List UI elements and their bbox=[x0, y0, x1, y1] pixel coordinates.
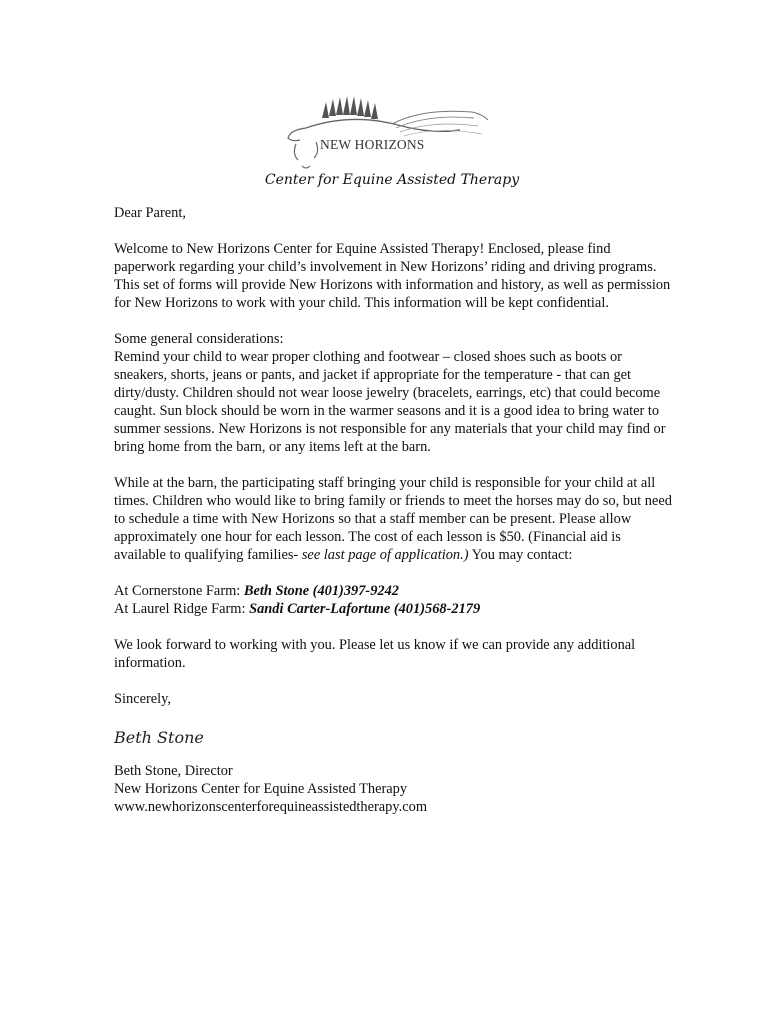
intro-paragraph: Welcome to New Horizons Center for Equine Assisted Therapy! Enclosed, please find paperwork regarding your child’s involvement in New Horizons’ riding and driving programs. This set of forms will provide New Horizons with information and history, as well as permission for New Horizons to work with your child. This information will be kept confidential. bbox=[114, 241, 671, 311]
horse-logo-icon bbox=[282, 90, 492, 170]
considerations-paragraph: Remind your child to wear proper clothing and footwear – closed shoes such as boots or sneakers, shorts, jeans or pants, and jacket if appropriate for the temperature - that can get dirty/dusty. Children should not wear loose jewelry (bracelets, earrings, etc) that could become caught. Sun block should be worn in the warmer seasons and it is a good idea to bring water to summer sessions. New Horizons is not responsible for any materials that your child may find or bring home from the barn, or any items left at the barn. bbox=[114, 349, 666, 455]
closing-paragraph: We look forward to working with you. Please let us know if we can provide any additional information. bbox=[114, 637, 636, 671]
considerations-heading: Some general considerations: bbox=[114, 331, 284, 347]
barn-paragraph bbox=[114, 474, 674, 564]
letterhead bbox=[0, 90, 770, 200]
barn-paragraph-italic: see last page of application.) bbox=[301, 547, 469, 563]
letter-body bbox=[114, 204, 674, 816]
letterhead-tagline: Center for Equine Assisted Therapy bbox=[264, 172, 520, 188]
organization-name: New Horizons Center for Equine Assisted Therapy bbox=[114, 781, 408, 797]
website-link[interactable]: www.newhorizonscenterforequineassistedtherapy.com bbox=[114, 799, 428, 815]
contact-line-cornerstone bbox=[114, 582, 674, 600]
contact-name-phone: Beth Stone (401)397-9242 bbox=[243, 583, 400, 599]
sign-off: Sincerely, bbox=[114, 691, 172, 707]
contact-line-laurel-ridge bbox=[114, 600, 674, 618]
contact-prefix: At Laurel Ridge Farm: bbox=[114, 601, 250, 617]
barn-paragraph-end: You may contact: bbox=[468, 547, 573, 563]
signer-title: Beth Stone, Director bbox=[114, 763, 233, 779]
barn-paragraph-start: While at the barn, the participating staff bringing your child is responsible for your child at all times. Children who would like to bring family or friends to meet the horses may do so, but need to schedule a time with New Horizons so that a staff member can be present. Please allow approximately one hour for each lesson. The cost of each lesson is $50. (Financial aid is available to qualifying families- bbox=[114, 475, 672, 563]
salutation: Dear Parent, bbox=[114, 205, 186, 221]
contact-name-phone: Sandi Carter-Lafortune (401)568-2179 bbox=[249, 601, 481, 617]
logo-text: NEW HORIZONS bbox=[320, 137, 425, 152]
contact-prefix: At Cornerstone Farm: bbox=[114, 583, 244, 599]
signature: Beth Stone bbox=[114, 728, 204, 747]
